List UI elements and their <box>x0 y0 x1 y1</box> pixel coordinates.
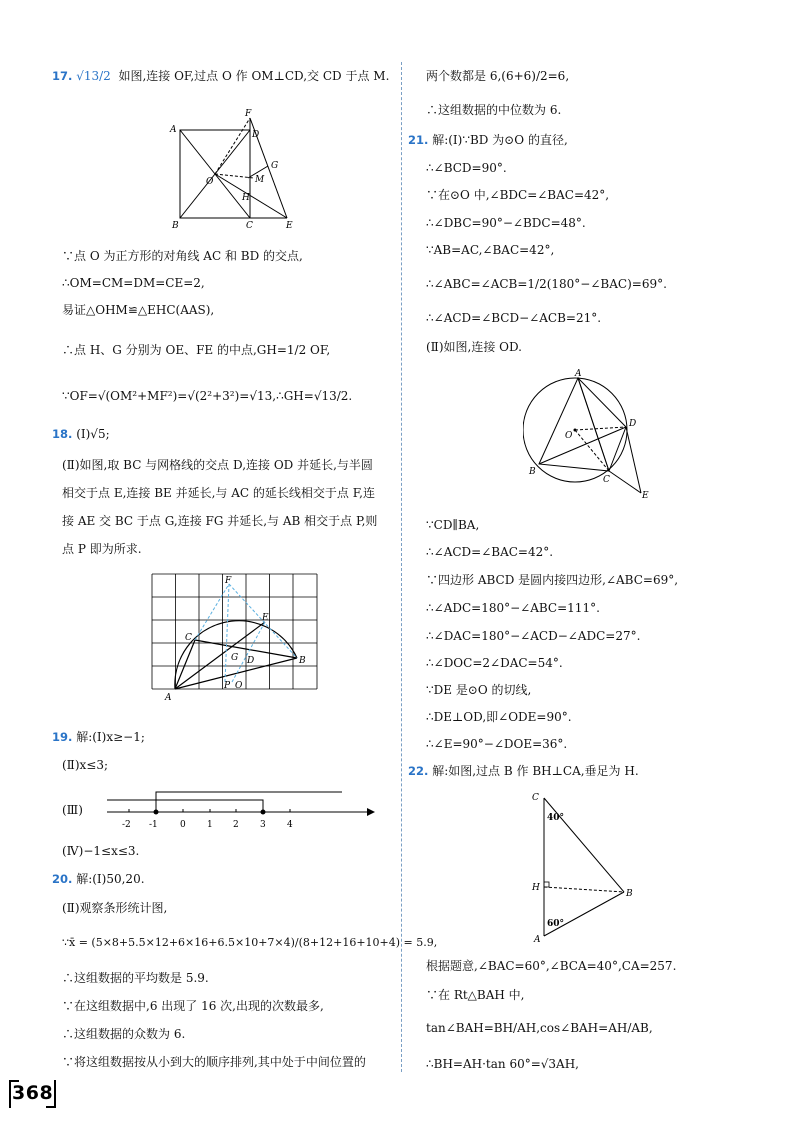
q20-line-3: ∵x̄ = (5×8+5.5×12+6×16+6.5×10+7×4)/(8+12+16+10+4) = 5.9, <box>62 936 438 949</box>
q22-line-3: ∵在 Rt△BAH 中, <box>426 988 525 1002</box>
q21-line-6: ∴∠ABC=∠ACB=1/2(180°−∠BAC)=69°. <box>426 277 667 291</box>
q19-line-2: (Ⅱ)x≤3; <box>62 758 109 772</box>
q17-answer: √13/2 <box>76 69 111 83</box>
q21-line-5: ∵AB=AC,∠BAC=42°, <box>426 243 555 257</box>
column-divider <box>401 62 402 1072</box>
q19-number: 19. <box>52 730 73 744</box>
q22-number: 22. <box>408 764 429 778</box>
fig22-label-H: H <box>532 883 540 893</box>
fig18-label-A: A <box>165 693 172 703</box>
q20-line-6: ∴这组数据的众数为 6. <box>62 1027 186 1041</box>
q21-line-4: ∴∠DBC=90°−∠BDC=48°. <box>426 216 586 230</box>
q21-header <box>408 132 568 148</box>
fig17-label-H: H <box>242 193 250 203</box>
q22-line-4: tan∠BAH=BH/AH,cos∠BAH=AH/AB, <box>426 1021 653 1035</box>
fig18-label-G: G <box>231 653 239 663</box>
q22-header <box>408 763 639 779</box>
fig18-label-O: O <box>235 681 243 691</box>
fig22-label-C: C <box>532 793 539 803</box>
tick-2: 2 <box>233 820 239 830</box>
fig22-label-A: A <box>534 935 541 945</box>
figure-19-number-line <box>102 782 382 832</box>
q17-line-2: ∴OM=CM=DM=CE=2, <box>62 276 205 290</box>
q17-line-1: ∵点 O 为正方形的对角线 AC 和 BD 的交点, <box>62 249 303 263</box>
fig17-label-M: M <box>255 175 265 185</box>
q18-header <box>52 426 110 442</box>
fig17-label-A: A <box>170 125 177 135</box>
r-top-line-1: 两个数都是 6,(6+6)/2=6, <box>426 69 570 83</box>
fig18-label-E: E <box>262 613 269 623</box>
q22-line-2: 根据题意,∠BAC=60°,∠BCA=40°,CA=257. <box>426 959 677 973</box>
fig17-label-G: G <box>271 161 279 171</box>
q19-header <box>52 729 145 745</box>
q18-number: 18. <box>52 427 73 441</box>
q21-line-15: ∵DE 是⊙O 的切线, <box>426 683 532 697</box>
fig21-label-D: D <box>629 419 637 429</box>
fig21-label-E: E <box>642 491 649 500</box>
q20-line-7: ∵将这组数据按从小到大的顺序排列,其中处于中间位置的 <box>62 1055 366 1069</box>
q18-line-2: 相交于点 E,连接 BE 并延长,与 AC 的延长线相交于点 F,连 <box>62 486 375 500</box>
q17-header <box>52 68 389 84</box>
tick-1: 1 <box>207 820 213 830</box>
q21-part1: 解:(Ⅰ)∵BD 为⊙O 的直径, <box>432 133 568 147</box>
q18-line-3: 接 AE 交 BC 于点 G,连接 FG 并延长,与 AB 相交于点 P,则 <box>62 514 378 528</box>
fig17-label-C: C <box>246 221 253 231</box>
q20-line-4: ∴这组数据的平均数是 5.9. <box>62 971 209 985</box>
fig22-angle-40: 40° <box>547 813 565 823</box>
fig17-label-B: B <box>172 221 179 231</box>
fig21-label-B: B <box>529 467 536 477</box>
fig17-label-E: E <box>286 221 293 231</box>
q21-line-12: ∴∠ADC=180°−∠ABC=111°. <box>426 601 600 615</box>
q19-part1: 解:(Ⅰ)x≥−1; <box>76 730 145 744</box>
q18-line-4: 点 P 即为所求. <box>62 542 142 556</box>
fig21-label-A: A <box>575 369 582 379</box>
q18-part1: (Ⅰ)√5; <box>76 427 110 441</box>
q20-line-5: ∵在这组数据中,6 出现了 16 次,出现的次数最多, <box>62 999 324 1013</box>
q21-line-14: ∴∠DOC=2∠DAC=54°. <box>426 656 563 670</box>
fig21-label-O: O <box>565 431 573 441</box>
r-top-line-2: ∴这组数据的中位数为 6. <box>426 103 562 117</box>
q19-line-3: (Ⅲ) <box>62 803 83 817</box>
figure-18-grid <box>147 570 322 705</box>
q21-line-3: ∵在⊙O 中,∠BDC=∠BAC=42°, <box>426 188 610 202</box>
tick-3: 3 <box>260 820 266 830</box>
tick-neg2: -2 <box>122 820 131 830</box>
q17-line-5: ∵OF=√(OM²+MF²)=√(2²+3²)=√13,∴GH=√13/2. <box>62 389 353 403</box>
q21-line-17: ∴∠E=90°−∠DOE=36°. <box>426 737 568 751</box>
q21-line-13: ∴∠DAC=180°−∠ACD−∠ADC=27°. <box>426 629 641 643</box>
q20-number: 20. <box>52 872 73 886</box>
fig18-label-P: P <box>224 681 231 691</box>
fig17-label-F: F <box>245 109 252 119</box>
tick-0: 0 <box>180 820 186 830</box>
q18-line-1: (Ⅱ)如图,取 BC 与网格线的交点 D,连接 OD 并延长,与半圆 <box>62 458 373 472</box>
fig17-label-O: O <box>206 177 214 187</box>
q22-line-5: ∴BH=AH·tan 60°=√3AH, <box>426 1057 579 1071</box>
q17-number: 17. <box>52 69 73 83</box>
fig22-angle-60: 60° <box>547 919 565 929</box>
q21-line-8: (Ⅱ)如图,连接 OD. <box>426 340 522 354</box>
q21-line-10: ∴∠ACD=∠BAC=42°. <box>426 545 554 559</box>
fig18-label-B: B <box>299 656 306 666</box>
q20-line-2: (Ⅱ)观察条形统计图, <box>62 901 168 915</box>
q21-number: 21. <box>408 133 429 147</box>
q17-text: 如图,连接 OF,过点 O 作 OM⊥CD,交 CD 于点 M. <box>118 69 390 83</box>
q20-part1: 解:(Ⅰ)50,20. <box>76 872 145 886</box>
q17-line-4: ∴点 H、G 分别为 OE、FE 的中点,GH=1/2 OF, <box>62 343 331 357</box>
fig18-label-D: D <box>247 656 255 666</box>
figure-22-triangle <box>528 788 638 948</box>
fig21-label-C: C <box>603 475 610 485</box>
figure-21-circle <box>523 368 653 500</box>
q20-header <box>52 871 145 887</box>
fig18-label-C: C <box>185 633 192 643</box>
fig17-label-D: D <box>252 130 260 140</box>
q21-line-2: ∴∠BCD=90°. <box>426 161 507 175</box>
figure-17 <box>162 108 312 233</box>
q21-line-16: ∴DE⊥OD,即∠ODE=90°. <box>426 710 572 724</box>
q19-line-4: (Ⅳ)−1≤x≤3. <box>62 844 140 858</box>
q22-part1: 解:如图,过点 B 作 BH⊥CA,垂足为 H. <box>432 764 639 778</box>
q21-line-9: ∵CD∥BA, <box>426 518 480 532</box>
q17-line-3: 易证△OHM≌△EHC(AAS), <box>62 303 215 317</box>
tick-4: 4 <box>287 820 293 830</box>
page-number: 368 <box>12 1082 54 1104</box>
fig22-label-B: B <box>626 889 633 899</box>
q21-line-7: ∴∠ACD=∠BCD−∠ACB=21°. <box>426 311 602 325</box>
q21-line-11: ∵四边形 ABCD 是圆内接四边形,∠ABC=69°, <box>426 573 679 587</box>
tick-neg1: -1 <box>149 820 158 830</box>
fig18-label-F: F <box>225 576 232 586</box>
